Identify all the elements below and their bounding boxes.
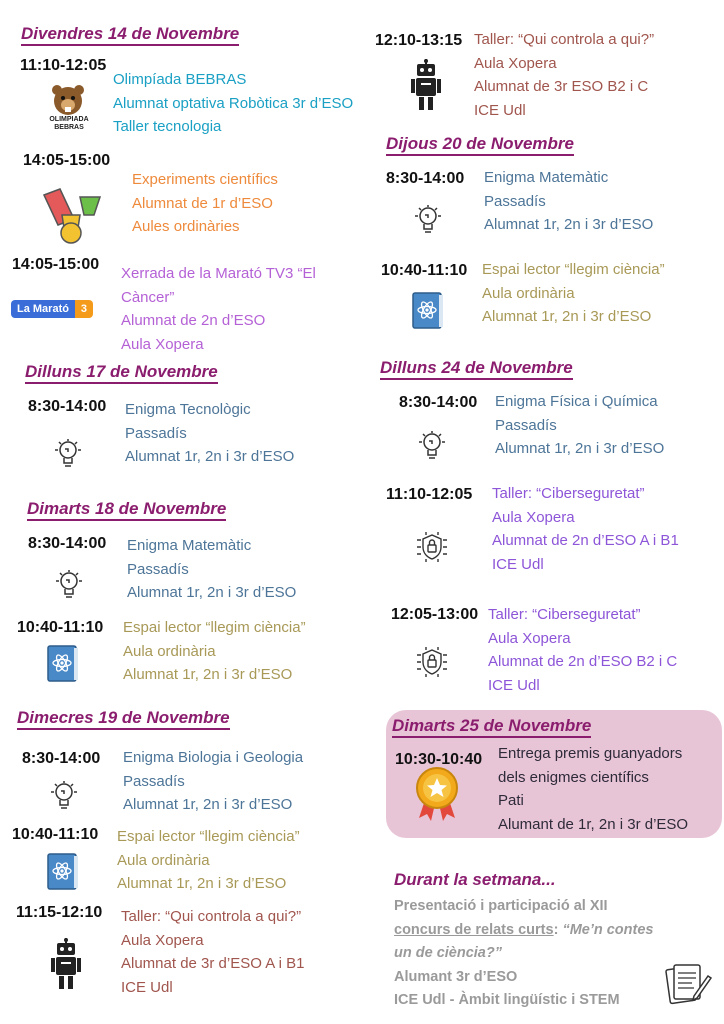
event-details xyxy=(498,742,688,836)
la-marato-badge: La Marató 3 xyxy=(11,299,109,319)
event-details xyxy=(132,168,278,239)
event-time: 8:30-14:00 xyxy=(399,394,478,411)
event-line: Alumnat 1r, 2n i 3r d’ESO xyxy=(127,584,297,601)
science-book-icon xyxy=(47,645,79,683)
week-line: un de ciència?” xyxy=(394,945,502,961)
event-time: 14:05-15:00 xyxy=(12,256,100,273)
event-line: Alumnat 1r, 2n i 3r d’ESO xyxy=(117,875,287,892)
event-line: Alumnat 1r, 2n i 3r d’ESO xyxy=(495,440,665,457)
event-line: Alumnat 1r, 2n i 3r d’ESO xyxy=(123,796,293,813)
event-line: Alumnat de 2n d’ESO xyxy=(121,312,266,329)
event-line: Aula Xopera xyxy=(121,931,204,949)
event-line: Aules ordinàries xyxy=(132,218,240,235)
event-time: 14:05-15:00 xyxy=(23,152,111,169)
day-title-dilluns-24: Dilluns 24 de Novembre xyxy=(380,358,573,380)
event-time: 11:15-12:10 xyxy=(16,904,103,921)
event-line: Passadís xyxy=(125,424,187,442)
event-line: Espai lector “llegim ciència” xyxy=(117,828,300,845)
event-details xyxy=(127,534,296,605)
robot-icon xyxy=(410,59,442,113)
event-line: Enigma Matemàtic xyxy=(484,169,609,186)
day-title-dilluns-17: Dilluns 17 de Novembre xyxy=(25,362,218,384)
cybersecurity-shield-icon xyxy=(415,530,449,564)
event-line: Alumnat 1r, 2n i 3r d’ESO xyxy=(125,448,295,465)
event-time: 12:05-13:00 xyxy=(391,606,479,623)
event-line: Aula ordinària xyxy=(482,284,575,302)
event-details xyxy=(488,603,677,697)
event-line: Alumnat de 2n d’ESO B2 i C xyxy=(488,653,678,670)
event-details xyxy=(492,482,679,576)
event-time: 12:10-13:15 xyxy=(375,32,463,49)
week-line: Alumant 3r d’ESO xyxy=(394,968,518,985)
event-time: 10:40-11:10 xyxy=(17,619,104,636)
event-line: Alumnat 1r, 2n i 3r d’ESO xyxy=(482,308,652,325)
bebras-logo-text: OLIMPIADA BEBRAS xyxy=(49,116,89,131)
event-line: Aula Xopera xyxy=(488,629,571,647)
event-line: ICE Udl xyxy=(488,676,540,694)
event-line: Alumnat de 2n d’ESO A i B1 xyxy=(492,532,679,549)
day-title-divendres-14: Divendres 14 de Novembre xyxy=(21,24,239,46)
day-title-dimarts-18: Dimarts 18 de Novembre xyxy=(27,499,226,521)
event-line: Alumnat 1r, 2n i 3r d’ESO xyxy=(123,666,293,683)
event-details xyxy=(495,390,664,461)
event-time: 8:30-14:00 xyxy=(28,398,107,415)
cybersecurity-shield-icon xyxy=(415,645,449,679)
event-time: 11:10-12:05 xyxy=(386,486,473,503)
event-line: Alumnat de 3r ESO B2 i C xyxy=(474,78,649,95)
event-line: Alumnat 1r, 2n i 3r d’ESO xyxy=(484,216,654,233)
event-line: Passadís xyxy=(495,416,557,434)
event-line: Aula Xopera xyxy=(474,54,557,72)
science-book-icon xyxy=(47,853,79,891)
lightbulb-puzzle-icon xyxy=(416,429,448,461)
day-title-dijous-20: Dijous 20 de Novembre xyxy=(386,134,574,156)
event-time: 8:30-14:00 xyxy=(28,535,107,552)
week-line: ICE Udl - Àmbit lingüístic i STEM xyxy=(394,992,620,1008)
event-details xyxy=(121,905,304,999)
event-line: ICE Udl xyxy=(492,555,544,573)
event-line: Experiments científics xyxy=(132,171,278,188)
event-details xyxy=(484,166,653,237)
event-line: Passadís xyxy=(127,560,189,578)
contest-quote: “Me’n contes xyxy=(562,921,654,938)
event-line: Taller: “Ciberseguretat” xyxy=(488,606,641,623)
event-line: Taller: “Qui controla a qui?” xyxy=(474,31,655,48)
event-line: Alumnat optativa Robòtica 3r d’ESO xyxy=(113,94,354,112)
event-line: Espai lector “llegim ciència” xyxy=(482,261,665,278)
week-line: Presentació i participació al XII xyxy=(394,898,608,914)
event-line: Alumant de 1r, 2n i 3r d’ESO xyxy=(498,815,689,833)
event-time: 8:30-14:00 xyxy=(386,170,465,187)
event-line: Pati xyxy=(498,792,524,809)
robot-icon xyxy=(50,938,82,992)
event-line: Olimpíada BEBRAS xyxy=(113,71,247,88)
event-details xyxy=(125,398,294,469)
event-time: 8:30-14:00 xyxy=(22,750,101,767)
medal-award-icon xyxy=(413,766,461,822)
day-title-dimarts-25: Dimarts 25 de Novembre xyxy=(392,716,591,738)
week-details xyxy=(394,895,653,1013)
lightbulb-puzzle-icon xyxy=(412,203,444,235)
event-line: Aula ordinària xyxy=(123,642,216,660)
week-section-title: Durant la setmana... xyxy=(394,870,556,889)
event-line: Enigma Tecnològic xyxy=(125,401,251,418)
event-details xyxy=(123,746,303,817)
event-details xyxy=(482,258,665,329)
event-line: Alumnat de 3r d’ESO A i B1 xyxy=(121,955,305,972)
event-line: ICE Udl xyxy=(474,101,526,119)
event-time: 10:40-11:10 xyxy=(381,262,468,279)
event-line: Enigma Biologia i Geologia xyxy=(123,749,304,766)
chemistry-flasks-icon xyxy=(40,185,104,245)
event-details xyxy=(121,262,316,356)
event-line: Enigma Matemàtic xyxy=(127,537,252,554)
event-line: Alumnat de 1r d’ESO xyxy=(132,194,273,212)
event-details xyxy=(474,28,654,122)
event-line: Aula Xopera xyxy=(121,335,204,353)
event-line: Enigma Física i Química xyxy=(495,393,658,410)
event-line: dels enigmes científics xyxy=(498,768,649,786)
event-line: Càncer” xyxy=(121,288,175,306)
event-details xyxy=(117,825,300,896)
event-line: Taller: “Qui controla a qui?” xyxy=(121,908,302,925)
event-line: ICE Udl xyxy=(121,978,173,996)
event-details xyxy=(113,68,353,139)
lightbulb-puzzle-icon xyxy=(52,437,84,469)
event-line: Taller tecnologia xyxy=(113,118,222,135)
contest-name: concurs de relats curts xyxy=(394,921,554,938)
event-details xyxy=(123,616,306,687)
lightbulb-puzzle-icon xyxy=(48,779,80,811)
event-line: Aula Xopera xyxy=(492,508,575,526)
week-line: concurs de relats curts: “Me’n contes xyxy=(394,921,654,938)
event-line: Aula ordinària xyxy=(117,851,210,869)
event-line: Xerrada de la Marató TV3 “El xyxy=(121,265,316,282)
event-line: Entrega premis guanyadors xyxy=(498,745,683,762)
event-time: 10:30-10:40 xyxy=(395,751,483,768)
document-writing-icon xyxy=(664,960,712,1006)
science-book-icon xyxy=(412,292,444,330)
event-line: Passadís xyxy=(123,772,185,790)
event-time: 10:40-11:10 xyxy=(12,826,99,843)
event-line: Passadís xyxy=(484,192,546,210)
day-title-dimecres-19: Dimecres 19 de Novembre xyxy=(17,708,230,730)
lightbulb-puzzle-icon xyxy=(53,568,85,600)
event-line: Espai lector “llegim ciència” xyxy=(123,619,306,636)
event-line: Taller: “Ciberseguretat” xyxy=(492,485,645,502)
event-time: 11:10-12:05 xyxy=(20,57,107,74)
